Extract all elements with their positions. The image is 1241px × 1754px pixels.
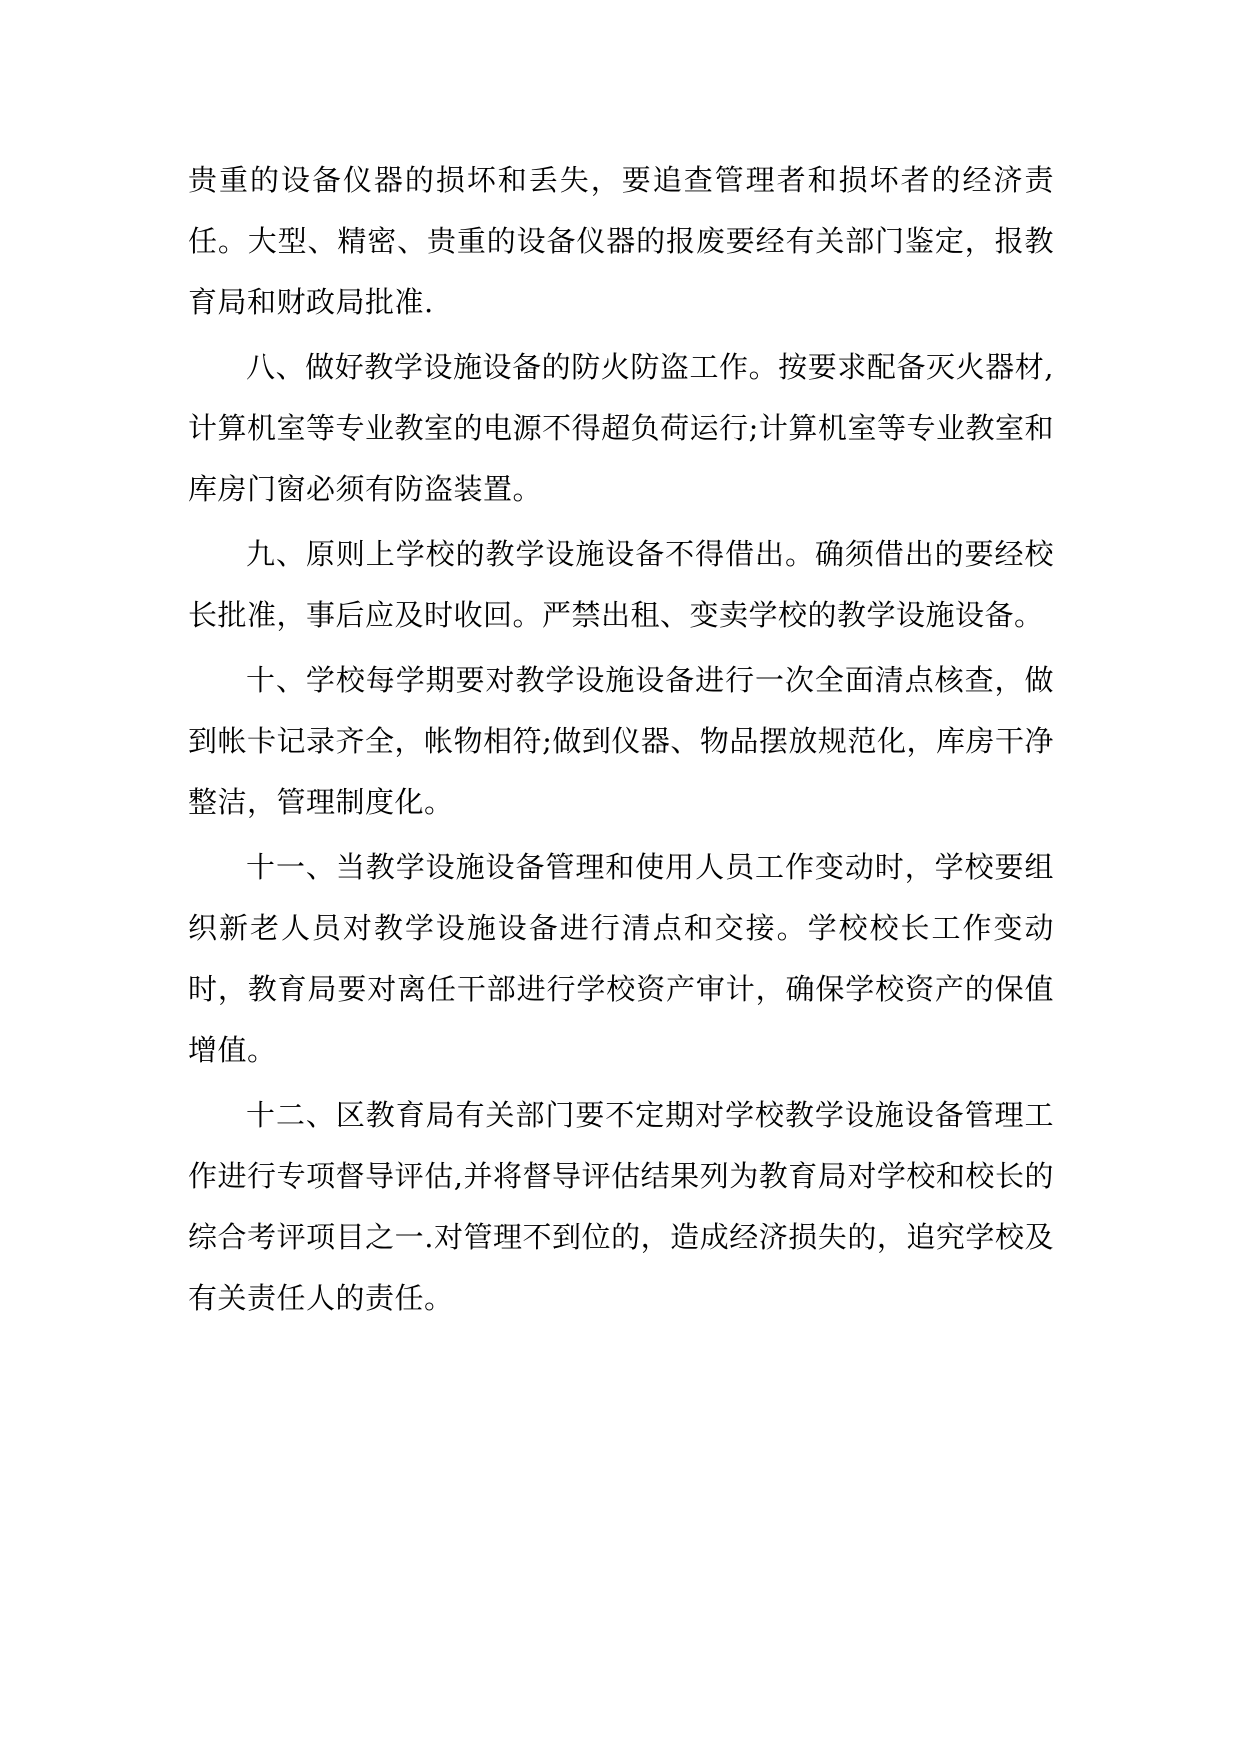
paragraph-article-12: 十二、区教育局有关部门要不定期对学校教学设施设备管理工作进行专项督导评估,并将督导评估结果列为教育局对学校和校长的综合考评项目之一.对管理不到位的，造成经济损失的，追究学校及有关责任人的责任。 xyxy=(188,1098,1054,1315)
paragraph-article-9: 九、原则上学校的教学设施设备不得借出。确须借出的要经校长批准，事后应及时收回。严禁出租、变卖学校的教学设施设备。 xyxy=(188,537,1054,632)
paragraph-article-11: 十一、当教学设施设备管理和使用人员工作变动时，学校要组织新老人员对教学设施设备进行清点和交接。学校校长工作变动时，教育局要对离任干部进行学校资产审计，确保学校资产的保值增值。 xyxy=(188,850,1054,1067)
paragraph-continuation: 贵重的设备仪器的损坏和丢失，要追查管理者和损坏者的经济责任。大型、精密、贵重的设备仪器的报废要经有关部门鉴定，报教育局和财政局批准. xyxy=(188,163,1054,319)
document-body xyxy=(188,150,1054,1333)
paragraph-article-10: 十、学校每学期要对教学设施设备进行一次全面清点核查，做到帐卡记录齐全，帐物相符;做到仪器、物品摆放规范化，库房干净整洁，管理制度化。 xyxy=(188,663,1054,819)
paragraph-article-8: 八、做好教学设施设备的防火防盗工作。按要求配备灭火器材,计算机室等专业教室的电源不得超负荷运行;计算机室等专业教室和库房门窗必须有防盗装置。 xyxy=(188,350,1054,506)
